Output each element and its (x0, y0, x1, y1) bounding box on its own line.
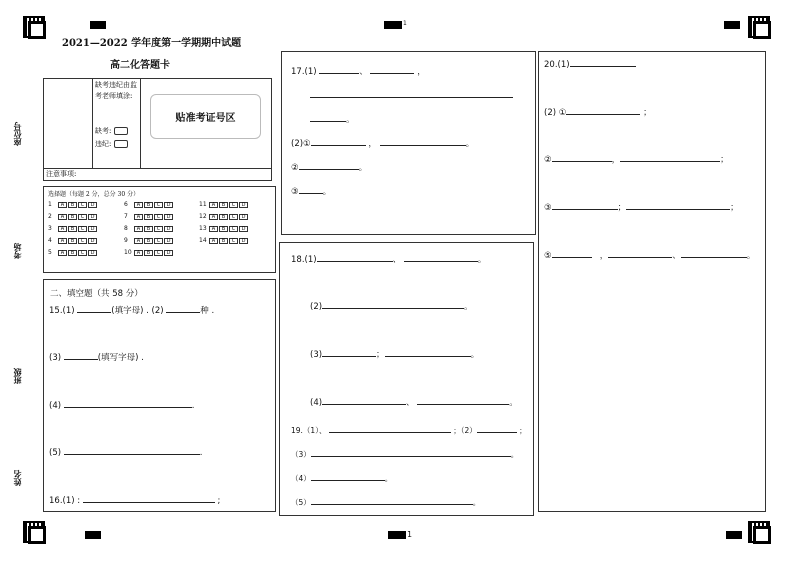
choice-number: 7 (124, 213, 128, 220)
notice-row: 注意事项: (43, 169, 272, 181)
absence-note: 缺考违纪由监考老师填涂: (95, 81, 137, 100)
q17-long-line[interactable] (310, 97, 513, 98)
choice-option-d[interactable]: D (239, 226, 248, 232)
align-block (90, 21, 106, 29)
choice-option-a[interactable]: A (209, 214, 218, 220)
q17-line2: 。 (310, 113, 355, 125)
align-block (726, 531, 742, 539)
q20-line4: ③ ； ； (544, 203, 739, 213)
q20-3b-answer[interactable] (626, 201, 730, 210)
choice-number: 6 (124, 201, 128, 208)
choice-option-b[interactable]: B (68, 214, 77, 220)
choice-row (199, 213, 249, 220)
choice-row (124, 249, 174, 256)
choice-option-b[interactable]: B (144, 238, 153, 244)
q15-4-answer[interactable] (64, 399, 192, 408)
q18-1b-answer[interactable] (404, 253, 478, 262)
align-block (85, 531, 101, 539)
q20-section (538, 51, 766, 512)
q19-line4: （4） 。 (291, 474, 393, 483)
choice-number: 5 (48, 249, 52, 256)
choice-option-c[interactable]: C (154, 238, 163, 244)
choice-option-d[interactable]: D (164, 226, 173, 232)
choice-number: 11 (199, 201, 207, 208)
choice-option-b[interactable]: B (219, 226, 228, 232)
choice-option-d[interactable]: D (239, 202, 248, 208)
q20-2c-answer[interactable] (620, 153, 720, 162)
q17-2a-answer[interactable] (311, 137, 366, 146)
choice-row (124, 237, 174, 244)
q19-2-answer[interactable] (477, 424, 517, 433)
choice-row (124, 225, 174, 232)
choice-option-c[interactable]: C (78, 250, 87, 256)
q17-1c-answer[interactable] (310, 113, 346, 122)
choice-option-a[interactable]: A (209, 202, 218, 208)
page-mark-bottom: 1 (407, 530, 413, 539)
choice-option-c[interactable]: C (154, 226, 163, 232)
side-label-class: 班级 (13, 368, 22, 384)
q18-3b-answer[interactable] (385, 348, 471, 357)
choice-option-c[interactable]: C (229, 202, 238, 208)
align-block (384, 21, 402, 29)
corner-marker-top-left (23, 16, 45, 38)
choice-row (199, 201, 249, 208)
choice-option-b[interactable]: B (144, 250, 153, 256)
choice-row (124, 201, 174, 208)
choice-option-b[interactable]: B (144, 226, 153, 232)
choice-row (124, 213, 174, 220)
choice-option-b[interactable]: B (68, 202, 77, 208)
q20-line1: 20.(1) (544, 58, 636, 70)
q17-line5: ③ 。 (291, 187, 332, 197)
choice-number: 3 (48, 225, 52, 232)
fill-header: 二、填空题（共 58 分） (50, 289, 143, 299)
q20-5a-answer[interactable] (552, 249, 592, 258)
choice-number: 8 (124, 225, 128, 232)
choice-number: 14 (199, 237, 207, 244)
choice-option-d[interactable]: D (88, 226, 97, 232)
q20-line3: ② ， ； (544, 155, 729, 165)
choice-option-a[interactable]: A (58, 238, 67, 244)
q15-line4: (4) . (49, 401, 195, 411)
choice-option-d[interactable]: D (164, 238, 173, 244)
align-block (724, 21, 740, 29)
choice-number: 2 (48, 213, 52, 220)
choice-option-a[interactable]: A (209, 238, 218, 244)
q15-line3: (3) (填写字母) . (49, 353, 144, 363)
q17-1b-answer[interactable] (370, 65, 414, 74)
q18-3a-answer[interactable] (322, 348, 376, 357)
q16-line1: 16.(1) : ; (49, 496, 221, 506)
q18-line3: (3) ； 。 (310, 350, 480, 360)
info-divider-right (140, 78, 141, 169)
choice-option-c[interactable]: C (154, 250, 163, 256)
q18-1a-answer[interactable] (317, 253, 393, 262)
choice-number: 9 (124, 237, 128, 244)
q17-1a-answer[interactable] (319, 65, 359, 74)
choice-option-a[interactable]: A (134, 226, 143, 232)
choice-option-d[interactable]: D (164, 250, 173, 256)
choice-row (199, 237, 249, 244)
q18-4b-answer[interactable] (417, 396, 509, 405)
q20-2b-answer[interactable] (552, 153, 612, 162)
id-sticker-area[interactable] (150, 94, 261, 139)
choice-option-b[interactable]: B (219, 202, 228, 208)
q20-2a-answer[interactable] (566, 106, 640, 115)
choice-option-a[interactable]: A (134, 238, 143, 244)
choice-option-b[interactable]: B (144, 214, 153, 220)
q16-1-answer[interactable] (83, 494, 215, 503)
choice-option-c[interactable]: C (78, 202, 87, 208)
choice-option-c[interactable]: C (229, 226, 238, 232)
choice-option-a[interactable]: A (58, 202, 67, 208)
q19-4-answer[interactable] (311, 472, 385, 481)
q15-1-answer[interactable] (77, 304, 111, 313)
q15-2-answer[interactable] (166, 304, 200, 313)
violation-checkbox[interactable] (114, 140, 128, 148)
q20-line2: (2) ① ； (544, 108, 652, 118)
choice-option-d[interactable]: D (88, 250, 97, 256)
side-label-seat: 座位号 (13, 122, 22, 146)
choice-option-a[interactable]: A (58, 214, 67, 220)
align-block (388, 531, 406, 539)
page-mark-top: 1 (403, 20, 407, 27)
corner-marker-bottom-right (748, 521, 770, 543)
choice-option-a[interactable]: A (58, 226, 67, 232)
choice-option-d[interactable]: D (88, 214, 97, 220)
id-sticker-label: 贴准考证号区 (175, 113, 236, 124)
card-subtitle: 高二化答题卡 (110, 60, 170, 71)
choice-number: 10 (124, 249, 132, 256)
choice-option-c[interactable]: C (229, 214, 238, 220)
q19-line5: （5） 。 (291, 498, 481, 507)
choice-option-d[interactable]: D (164, 202, 173, 208)
q17-2b-answer[interactable] (380, 137, 466, 146)
choice-option-a[interactable]: A (134, 202, 143, 208)
choice-option-c[interactable]: C (78, 214, 87, 220)
q18-4a-answer[interactable] (322, 396, 406, 405)
q19-line3: （3） 。 (291, 450, 519, 459)
choice-option-d[interactable]: D (88, 202, 97, 208)
q15-line1: 15.(1) (填字母) . (2) 种 . (49, 306, 215, 316)
choice-row (48, 237, 98, 244)
choice-row (48, 249, 98, 256)
exam-title: 2021—2022 学年度第一学期期中试题 (62, 38, 242, 49)
q18-2-answer[interactable] (322, 300, 464, 309)
choice-row (48, 213, 98, 220)
choice-option-a[interactable]: A (134, 214, 143, 220)
choice-option-c[interactable]: C (154, 202, 163, 208)
q20-5b-answer[interactable] (608, 249, 672, 258)
q18-line1: 18.(1) 、 。 (291, 255, 487, 265)
choice-number: 1 (48, 201, 52, 208)
corner-marker-top-right (748, 16, 770, 38)
violation-label: 违纪: (95, 139, 128, 149)
choice-option-b[interactable]: B (219, 238, 228, 244)
choice-option-a[interactable]: A (58, 250, 67, 256)
info-divider-left (92, 78, 93, 169)
choice-option-a[interactable]: A (209, 226, 218, 232)
choice-option-a[interactable]: A (134, 250, 143, 256)
choice-option-b[interactable]: B (68, 226, 77, 232)
choice-option-d[interactable]: D (239, 238, 248, 244)
absent-checkbox[interactable] (114, 127, 128, 135)
choice-option-c[interactable]: C (78, 238, 87, 244)
choice-option-b[interactable]: B (219, 214, 228, 220)
q17-3-answer[interactable] (299, 185, 323, 194)
choice-option-b[interactable]: B (144, 202, 153, 208)
q17-line1: 17.(1) 、 ， (291, 67, 426, 77)
q17-line3: (2)① ， 。 (291, 139, 475, 149)
choice-option-b[interactable]: B (68, 250, 77, 256)
absent-label: 缺考: (95, 126, 128, 136)
choice-option-c[interactable]: C (229, 238, 238, 244)
q15-3-answer[interactable] (64, 351, 98, 360)
choice-row (48, 201, 98, 208)
q20-3a-answer[interactable] (552, 201, 618, 210)
choice-option-d[interactable]: D (164, 214, 173, 220)
choice-option-c[interactable]: C (78, 226, 87, 232)
choice-option-b[interactable]: B (68, 238, 77, 244)
q20-1-answer[interactable] (570, 58, 636, 67)
q19-3-answer[interactable] (311, 448, 511, 457)
q17-2c-answer[interactable] (299, 161, 359, 170)
choice-number: 13 (199, 225, 207, 232)
choice-option-d[interactable]: D (239, 214, 248, 220)
corner-marker-bottom-left (23, 521, 45, 543)
q20-line5: ⑤ ， 、 。 (544, 251, 756, 261)
q19-5-answer[interactable] (311, 496, 473, 505)
side-label-room: 考场 (13, 243, 22, 259)
q18-line4: (4) 、 。 (310, 398, 518, 408)
choice-header: 选择题（每题 2 分，总分 30 分） (48, 191, 140, 198)
choice-row (199, 225, 249, 232)
choice-number: 12 (199, 213, 207, 220)
q15-5-answer[interactable] (64, 446, 200, 455)
q18-line2: (2) 。 (310, 302, 473, 312)
q17-line4: ② 。 (291, 163, 368, 173)
choice-option-c[interactable]: C (154, 214, 163, 220)
q19-1-answer[interactable] (329, 424, 451, 433)
choice-option-d[interactable]: D (88, 238, 97, 244)
q20-5c-answer[interactable] (681, 249, 747, 258)
side-label-name: 姓名 (13, 470, 22, 486)
q15-line5: (5) . (49, 448, 203, 458)
q19-line1: 19.（1）、 ；（2） ； (291, 426, 527, 435)
choice-row (48, 225, 98, 232)
choice-number: 4 (48, 237, 52, 244)
